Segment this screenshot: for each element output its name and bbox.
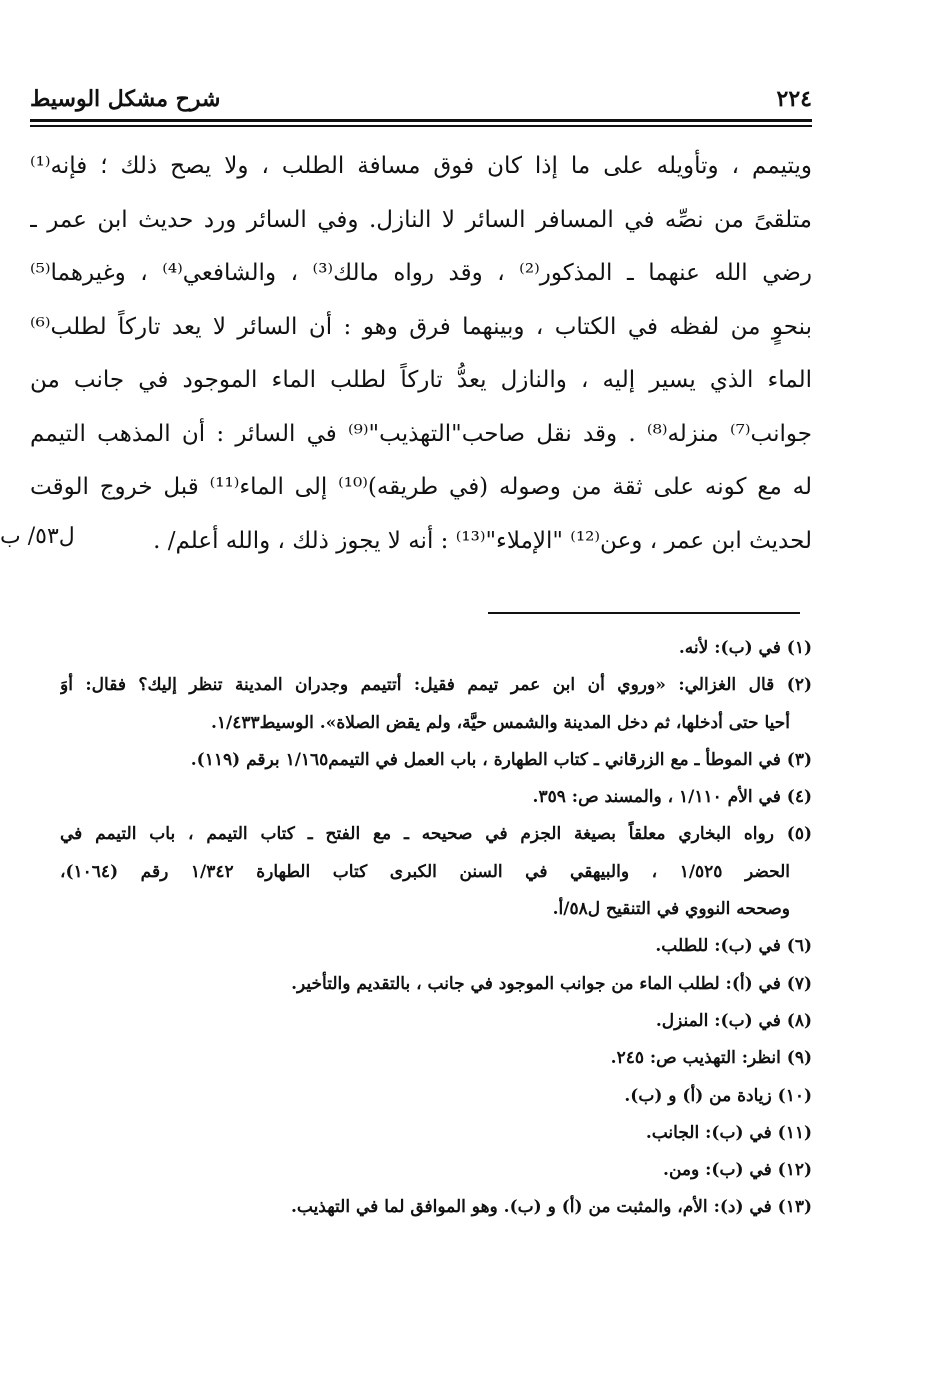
main-line: جوانب⁽⁷⁾ منزله⁽⁸⁾ . وقد نقل صاحب"التهذيب"⁽⁹⁾ في السائر : أن المذهب التيمم [30, 420, 812, 447]
book-title: شرح مشكل الوسيط [30, 86, 221, 112]
main-line: بنحوٍ من لفظه في الكتاب ، وبينهما فرق وهو : أن السائر لا يعد تاركاً لطلب⁽⁶⁾ [30, 313, 812, 340]
footnote-line: (٢) قال الغزالي: «وروي أن ابن عمر تيمم فقيل: أتتيمم وجدران المدينة تنظر إليك؟ فقال: أوَ [60, 675, 812, 696]
margin-note-text: ل٥٣/ ب [0, 524, 75, 549]
footnote-line: (٧) في (أ): لطلب الماء من جوانب الموجود في جانب ، بالتقديم والتأخير. [291, 973, 812, 994]
main-line: له مع كونه على ثقة من وصوله (في طريقه)⁽¹⁰⁾ إلى الماء⁽¹¹⁾ قبل خروج الوقت [30, 474, 812, 500]
manuscript-folio-note [0, 512, 200, 562]
header-rule [30, 119, 812, 122]
footnote-line: (٩) انظر: التهذيب ص: ٢٤٥. [610, 1048, 812, 1069]
footnote-line: (١١) في (ب): الجانب. [645, 1122, 812, 1143]
page-header [30, 84, 812, 114]
footnote-separator [488, 612, 800, 614]
footnote-line: (٦) في (ب): للطلب. [655, 936, 812, 957]
footnote-line: (١٣) في (د): الأم، والمثبت من (أ) و (ب). وهو الموافق لما في التهذيب. [290, 1197, 812, 1218]
footnote-line: (١٠) زيادة من (أ) و (ب). [624, 1085, 812, 1106]
main-line: ويتيمم ، وتأويله على ما إذا كان فوق مسافة الطلب ، ولا يصح ذلك ؛ فإنه⁽¹⁾ [30, 153, 812, 179]
main-line: الماء الذي يسير إليه ، والنازل يعدُّ تاركاً لطلب الماء الموجود في جانب من [30, 367, 812, 393]
main-line: لحديث ابن عمر ، وعن⁽¹²⁾ "الإملاء"⁽¹³⁾ : أنه لا يجوز ذلك ، والله أعلم/ . [153, 527, 812, 554]
footnotes [60, 630, 812, 1227]
footnote-line: وصححه النووي في التنقيح ل٥٨/أ. [552, 899, 790, 920]
main-line: رضي الله عنهما ـ المذكور⁽²⁾ ، وقد رواه مالك⁽³⁾ ، والشافعي⁽⁴⁾ ، وغيرهما⁽⁵⁾ [30, 260, 812, 286]
page-number: ٢٢٤ [776, 86, 812, 112]
footnote-line: الحضر ١/٥٢٥ ، والبيهقي في السنن الكبرى كتاب الطهارة ١/٣٤٢ رقم (١٠٦٤)، [60, 861, 790, 882]
footnote-line: (٥) رواه البخاري معلقاً بصيغة الجزم في صحيحه ـ مع الفتح ـ كتاب التيمم ، باب التيمم في [60, 824, 812, 845]
header-rule-secondary [30, 125, 812, 127]
main-text [30, 140, 812, 568]
footnote-line: (١٢) في (ب): ومن. [663, 1160, 812, 1181]
footnote-line: أحيا حتى أدخلها، ثم دخل المدينة والشمس حيَّة، ولم يقض الصلاة». الوسيط١/٤٣٣. [211, 712, 790, 733]
footnote-line: (٨) في (ب): المنزل. [655, 1010, 812, 1031]
main-line: متلقىً من نصِّه في المسافر السائر لا النازل. وفي السائر ورد حديث ابن عمر ـ [30, 206, 812, 233]
footnote-line: (٣) في الموطأ ـ مع الزرقاني ـ كتاب الطهارة ، باب العمل في التيمم١/١٦٥ برقم (١١٩). [190, 749, 812, 770]
footnote-line: (٤) في الأم ١/١١٠ ، والمسند ص: ٣٥٩. [532, 787, 812, 808]
footnote-line: (١) في (ب): لأنه. [678, 638, 812, 658]
